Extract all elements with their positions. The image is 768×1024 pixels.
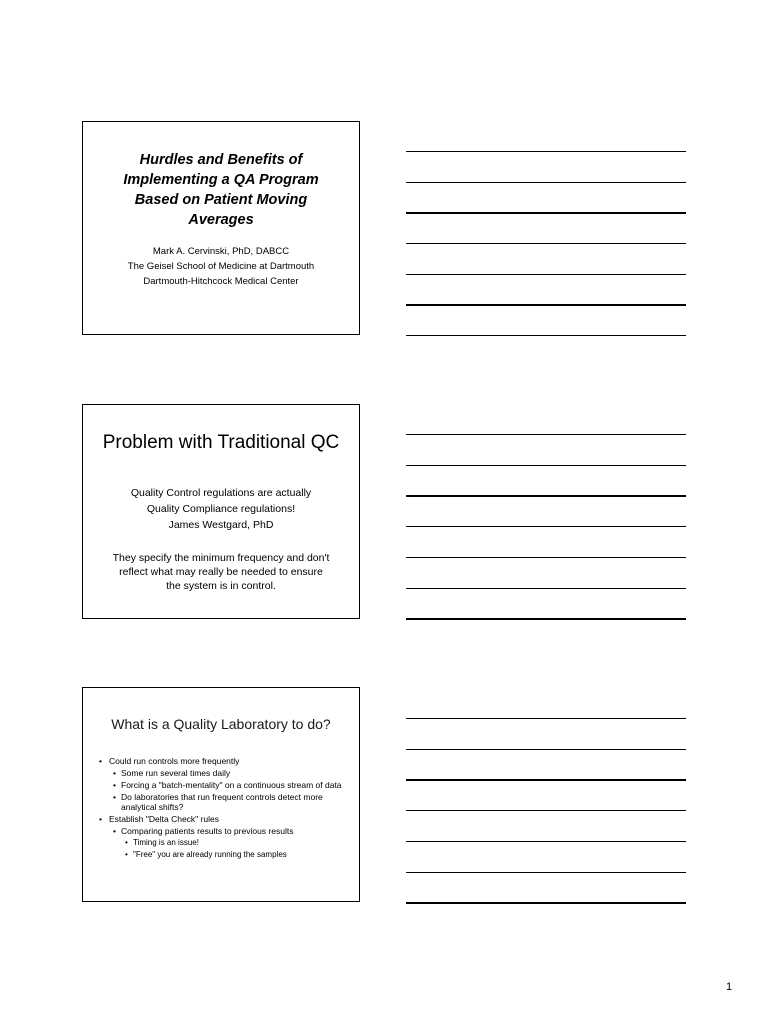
slide-2: [82, 404, 360, 619]
note-line: [406, 495, 686, 497]
title-line: Hurdles and Benefits of: [139, 152, 303, 168]
bullet-dot-icon: •: [99, 756, 102, 766]
note-line: [406, 274, 686, 275]
note-line: [406, 434, 686, 435]
bullet-dot-icon: •: [113, 826, 116, 836]
paragraph-line: reflect what may really be needed to ensure: [119, 566, 323, 578]
bullet-dot-icon: •: [125, 838, 128, 847]
page-number: 1: [726, 981, 733, 993]
note-line: [406, 151, 686, 152]
paragraph-line: the system is in control.: [166, 580, 276, 592]
title-line: Implementing a QA Program: [123, 172, 319, 188]
slide-2-title: Problem with Traditional QC: [102, 432, 340, 453]
note-line: [406, 872, 686, 873]
paragraph-line: They specify the minimum frequency and don't: [112, 552, 330, 564]
title-line: Averages: [188, 212, 254, 228]
note-line: [406, 779, 686, 781]
bullet-item: • Could run controls more frequently: [99, 756, 240, 766]
author-name: Mark A. Cervinski, PhD, DABCC: [152, 246, 290, 257]
bullet-item: • Forcing a "batch-mentality" on a continuous stream of data: [113, 780, 342, 790]
bullet-dot-icon: •: [113, 768, 116, 778]
note-line: [406, 588, 686, 589]
bullet-dot-icon: •: [113, 792, 116, 802]
author-affiliation: Dartmouth-Hitchcock Medical Center: [143, 276, 299, 287]
bullet-dot-icon: •: [125, 850, 128, 859]
bullet-item: • Timing is an issue!: [125, 838, 199, 847]
note-line: [406, 618, 686, 620]
bullet-item: • Do laboratories that run frequent controls detect more analytical shifts?: [113, 792, 323, 812]
bullet-item: • Comparing patients results to previous results: [113, 826, 294, 836]
bullet-dot-icon: •: [99, 814, 102, 824]
bullet-dot-icon: •: [113, 780, 116, 790]
note-line: [406, 557, 686, 558]
note-line: [406, 335, 686, 336]
quote-line: Quality Compliance regulations!: [146, 503, 296, 515]
quote-line: Quality Control regulations are actually: [130, 487, 312, 499]
slide-1-title: [93, 150, 349, 230]
slide-1: [82, 121, 360, 335]
slide-2-quote: [89, 485, 353, 533]
note-line: [406, 902, 686, 904]
bullet-item: • Establish "Delta Check" rules: [99, 814, 219, 824]
bullet-item: • Some run several times daily: [113, 768, 231, 778]
note-line: [406, 304, 686, 306]
slide-1-authors: [89, 244, 353, 289]
slide-3: [82, 687, 360, 902]
note-line: [406, 841, 686, 842]
slide-3-title: What is a Quality Laboratory to do?: [111, 716, 331, 732]
note-line: [406, 243, 686, 244]
slide-2-paragraph: [99, 551, 343, 593]
title-line: Based on Patient Moving: [134, 192, 308, 208]
note-line: [406, 718, 686, 719]
bullet-item: • "Free" you are already running the samples: [125, 850, 287, 859]
note-line: [406, 182, 686, 183]
note-line: [406, 810, 686, 811]
note-line: [406, 526, 686, 527]
note-line: [406, 212, 686, 214]
slide-3-bullet-list: [95, 754, 347, 862]
note-line: [406, 465, 686, 466]
author-affiliation: The Geisel School of Medicine at Dartmouth: [127, 261, 315, 272]
note-line: [406, 749, 686, 750]
quote-attribution: James Westgard, PhD: [168, 519, 274, 531]
